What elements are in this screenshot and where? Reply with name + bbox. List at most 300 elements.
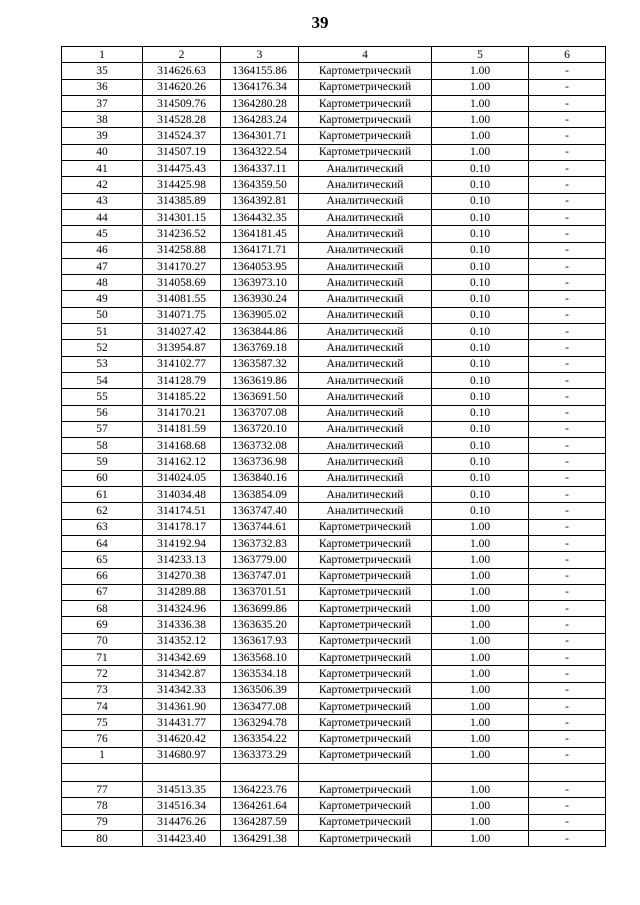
table-row bbox=[62, 814, 606, 830]
method-cell: Аналитический bbox=[299, 438, 432, 454]
coordinate-x-cell: 314324.96 bbox=[143, 601, 221, 617]
table-row bbox=[62, 666, 606, 682]
point-number-cell: 35 bbox=[62, 63, 143, 79]
column-header: 6 bbox=[529, 47, 606, 63]
table-body bbox=[62, 63, 606, 847]
accuracy-cell: 0.10 bbox=[432, 161, 529, 177]
coordinate-y-cell: 1364223.76 bbox=[221, 782, 299, 798]
note-cell: - bbox=[529, 649, 606, 665]
table-row bbox=[62, 830, 606, 846]
accuracy-cell: 0.10 bbox=[432, 177, 529, 193]
accuracy-cell: 1.00 bbox=[432, 633, 529, 649]
table-row bbox=[62, 291, 606, 307]
accuracy-cell: 1.00 bbox=[432, 584, 529, 600]
point-number-cell: 73 bbox=[62, 682, 143, 698]
coordinate-x-cell: 314352.12 bbox=[143, 633, 221, 649]
table-row bbox=[62, 731, 606, 747]
coordinate-x-cell: 314516.34 bbox=[143, 798, 221, 814]
point-number-cell: 52 bbox=[62, 340, 143, 356]
note-cell: - bbox=[529, 63, 606, 79]
point-number-cell: 65 bbox=[62, 552, 143, 568]
method-cell: Картометрический bbox=[299, 666, 432, 682]
method-cell: Аналитический bbox=[299, 470, 432, 486]
accuracy-cell: 0.10 bbox=[432, 209, 529, 225]
table-row bbox=[62, 747, 606, 763]
note-cell: - bbox=[529, 405, 606, 421]
method-cell: Картометрический bbox=[299, 144, 432, 160]
note-cell: - bbox=[529, 307, 606, 323]
coordinate-y-cell: 1363779.00 bbox=[221, 552, 299, 568]
table-row bbox=[62, 715, 606, 731]
table-row bbox=[62, 340, 606, 356]
table-row bbox=[62, 454, 606, 470]
accuracy-cell: 0.10 bbox=[432, 438, 529, 454]
table-row bbox=[62, 519, 606, 535]
table-row bbox=[62, 503, 606, 519]
point-number-cell: 55 bbox=[62, 389, 143, 405]
method-cell: Аналитический bbox=[299, 161, 432, 177]
column-header: 3 bbox=[221, 47, 299, 63]
method-cell: Аналитический bbox=[299, 372, 432, 388]
table-row bbox=[62, 389, 606, 405]
accuracy-cell: 0.10 bbox=[432, 405, 529, 421]
note-cell: - bbox=[529, 421, 606, 437]
table-row bbox=[62, 242, 606, 258]
method-cell: Картометрический bbox=[299, 584, 432, 600]
coordinate-x-cell: 314236.52 bbox=[143, 226, 221, 242]
table-row bbox=[62, 226, 606, 242]
coordinate-x-cell: 314620.26 bbox=[143, 79, 221, 95]
table-row bbox=[62, 470, 606, 486]
point-number-cell: 47 bbox=[62, 258, 143, 274]
note-cell: - bbox=[529, 324, 606, 340]
note-cell: - bbox=[529, 519, 606, 535]
coordinate-y-cell: 1363736.98 bbox=[221, 454, 299, 470]
accuracy-cell: 1.00 bbox=[432, 782, 529, 798]
accuracy-cell: 0.10 bbox=[432, 454, 529, 470]
accuracy-cell: 0.10 bbox=[432, 193, 529, 209]
accuracy-cell: 0.10 bbox=[432, 291, 529, 307]
coordinate-x-cell: 314027.42 bbox=[143, 324, 221, 340]
point-number-cell: 45 bbox=[62, 226, 143, 242]
coordinate-x-cell: 314476.26 bbox=[143, 814, 221, 830]
accuracy-cell: 0.10 bbox=[432, 421, 529, 437]
method-cell: Картометрический bbox=[299, 568, 432, 584]
method-cell: Аналитический bbox=[299, 193, 432, 209]
coordinate-y-cell: 1363747.01 bbox=[221, 568, 299, 584]
coordinate-x-cell: 314423.40 bbox=[143, 830, 221, 846]
table-row bbox=[62, 617, 606, 633]
table-row bbox=[62, 63, 606, 79]
note-cell: - bbox=[529, 438, 606, 454]
coordinate-x-cell: 314342.87 bbox=[143, 666, 221, 682]
point-number-cell: 54 bbox=[62, 372, 143, 388]
note-cell: - bbox=[529, 568, 606, 584]
note-cell: - bbox=[529, 161, 606, 177]
coordinate-y-cell: 1364359.50 bbox=[221, 177, 299, 193]
accuracy-cell: 1.00 bbox=[432, 144, 529, 160]
accuracy-cell: 0.10 bbox=[432, 226, 529, 242]
coordinate-y-cell: 1363905.02 bbox=[221, 307, 299, 323]
coordinate-x-cell: 314071.75 bbox=[143, 307, 221, 323]
coordinate-x-cell: 314058.69 bbox=[143, 275, 221, 291]
table-row bbox=[62, 698, 606, 714]
accuracy-cell: 0.10 bbox=[432, 324, 529, 340]
note-cell: - bbox=[529, 258, 606, 274]
accuracy-cell: 1.00 bbox=[432, 830, 529, 846]
coordinate-y-cell: 1363506.39 bbox=[221, 682, 299, 698]
point-number-cell: 62 bbox=[62, 503, 143, 519]
coordinate-y-cell: 1363617.93 bbox=[221, 633, 299, 649]
coordinate-y-cell: 1364261.64 bbox=[221, 798, 299, 814]
point-number-cell: 71 bbox=[62, 649, 143, 665]
point-number-cell: 36 bbox=[62, 79, 143, 95]
table-row bbox=[62, 421, 606, 437]
coordinate-y-cell: 1363587.32 bbox=[221, 356, 299, 372]
note-cell: - bbox=[529, 144, 606, 160]
coordinate-x-cell: 314620.42 bbox=[143, 731, 221, 747]
accuracy-cell: 1.00 bbox=[432, 79, 529, 95]
coordinate-y-cell: 1363534.18 bbox=[221, 666, 299, 682]
accuracy-cell: 0.10 bbox=[432, 372, 529, 388]
accuracy-cell: 0.10 bbox=[432, 356, 529, 372]
coordinate-x-cell: 314233.13 bbox=[143, 552, 221, 568]
method-cell: Картометрический bbox=[299, 552, 432, 568]
coordinate-x-cell: 314081.55 bbox=[143, 291, 221, 307]
coordinate-x-cell: 314342.33 bbox=[143, 682, 221, 698]
method-cell: Картометрический bbox=[299, 128, 432, 144]
coordinate-x-cell: 314289.88 bbox=[143, 584, 221, 600]
method-cell: Картометрический bbox=[299, 798, 432, 814]
coordinate-x-cell: 314385.89 bbox=[143, 193, 221, 209]
coordinate-x-cell: 314626.63 bbox=[143, 63, 221, 79]
method-cell: Картометрический bbox=[299, 715, 432, 731]
note-cell: - bbox=[529, 487, 606, 503]
coordinate-x-cell: 314192.94 bbox=[143, 535, 221, 551]
note-cell: - bbox=[529, 177, 606, 193]
method-cell: Картометрический bbox=[299, 814, 432, 830]
note-cell: - bbox=[529, 389, 606, 405]
accuracy-cell: 1.00 bbox=[432, 682, 529, 698]
page-number: 39 bbox=[311, 13, 329, 32]
point-number-cell: 68 bbox=[62, 601, 143, 617]
coordinate-y-cell: 1363840.16 bbox=[221, 470, 299, 486]
coordinate-x-cell: 314507.19 bbox=[143, 144, 221, 160]
point-number-cell: 79 bbox=[62, 814, 143, 830]
method-cell: Аналитический bbox=[299, 356, 432, 372]
note-cell: - bbox=[529, 715, 606, 731]
point-number-cell: 1 bbox=[62, 747, 143, 763]
point-number-cell: 50 bbox=[62, 307, 143, 323]
coordinate-y-cell: 1363707.08 bbox=[221, 405, 299, 421]
coordinate-y-cell: 1363354.22 bbox=[221, 731, 299, 747]
table-row bbox=[62, 601, 606, 617]
method-cell: Аналитический bbox=[299, 177, 432, 193]
point-number-cell: 70 bbox=[62, 633, 143, 649]
coordinate-x-cell bbox=[143, 764, 221, 782]
coordinate-x-cell: 314431.77 bbox=[143, 715, 221, 731]
coordinate-y-cell: 1364322.54 bbox=[221, 144, 299, 160]
table-row bbox=[62, 372, 606, 388]
table-row bbox=[62, 552, 606, 568]
method-cell: Картометрический bbox=[299, 682, 432, 698]
accuracy-cell: 0.10 bbox=[432, 340, 529, 356]
accuracy-cell: 1.00 bbox=[432, 798, 529, 814]
coordinate-x-cell: 314168.68 bbox=[143, 438, 221, 454]
accuracy-cell: 1.00 bbox=[432, 747, 529, 763]
coordinate-x-cell: 314528.28 bbox=[143, 112, 221, 128]
method-cell: Картометрический bbox=[299, 79, 432, 95]
coordinate-y-cell: 1363477.08 bbox=[221, 698, 299, 714]
table-row bbox=[62, 209, 606, 225]
note-cell: - bbox=[529, 242, 606, 258]
accuracy-cell: 0.10 bbox=[432, 258, 529, 274]
method-cell: Картометрический bbox=[299, 747, 432, 763]
coordinate-y-cell: 1363568.10 bbox=[221, 649, 299, 665]
table-row bbox=[62, 649, 606, 665]
method-cell: Картометрический bbox=[299, 95, 432, 111]
coordinate-x-cell: 314361.90 bbox=[143, 698, 221, 714]
accuracy-cell: 1.00 bbox=[432, 112, 529, 128]
coordinate-x-cell: 314270.38 bbox=[143, 568, 221, 584]
note-cell: - bbox=[529, 666, 606, 682]
accuracy-cell: 1.00 bbox=[432, 666, 529, 682]
note-cell: - bbox=[529, 79, 606, 95]
note-cell: - bbox=[529, 226, 606, 242]
point-number-cell: 44 bbox=[62, 209, 143, 225]
coordinate-y-cell: 1363635.20 bbox=[221, 617, 299, 633]
method-cell: Картометрический bbox=[299, 633, 432, 649]
point-number-cell: 37 bbox=[62, 95, 143, 111]
coordinate-y-cell: 1364181.45 bbox=[221, 226, 299, 242]
note-cell: - bbox=[529, 209, 606, 225]
method-cell: Аналитический bbox=[299, 340, 432, 356]
note-cell: - bbox=[529, 601, 606, 617]
table-row bbox=[62, 798, 606, 814]
note-cell: - bbox=[529, 798, 606, 814]
table-row bbox=[62, 161, 606, 177]
method-cell: Аналитический bbox=[299, 503, 432, 519]
method-cell bbox=[299, 764, 432, 782]
point-number-cell: 80 bbox=[62, 830, 143, 846]
coordinate-y-cell: 1363701.51 bbox=[221, 584, 299, 600]
coordinate-y-cell: 1363769.18 bbox=[221, 340, 299, 356]
note-cell: - bbox=[529, 291, 606, 307]
coordinate-x-cell: 314024.05 bbox=[143, 470, 221, 486]
table-row bbox=[62, 405, 606, 421]
coordinate-x-cell: 314342.69 bbox=[143, 649, 221, 665]
coordinate-x-cell: 314034.48 bbox=[143, 487, 221, 503]
coordinate-x-cell: 314181.59 bbox=[143, 421, 221, 437]
coordinate-y-cell: 1364432.35 bbox=[221, 209, 299, 225]
coordinate-x-cell: 314102.77 bbox=[143, 356, 221, 372]
coordinate-y-cell: 1363744.61 bbox=[221, 519, 299, 535]
accuracy-cell: 1.00 bbox=[432, 128, 529, 144]
note-cell: - bbox=[529, 535, 606, 551]
accuracy-cell: 0.10 bbox=[432, 242, 529, 258]
point-number-cell: 46 bbox=[62, 242, 143, 258]
coordinate-y-cell: 1363854.09 bbox=[221, 487, 299, 503]
coordinate-x-cell: 314475.43 bbox=[143, 161, 221, 177]
coordinate-y-cell: 1363844.86 bbox=[221, 324, 299, 340]
table-row bbox=[62, 782, 606, 798]
table-row bbox=[62, 568, 606, 584]
table-row bbox=[62, 275, 606, 291]
point-number-cell: 53 bbox=[62, 356, 143, 372]
coordinate-y-cell: 1363294.78 bbox=[221, 715, 299, 731]
table-row bbox=[62, 128, 606, 144]
note-cell: - bbox=[529, 454, 606, 470]
note-cell: - bbox=[529, 275, 606, 291]
coordinate-x-cell: 314170.27 bbox=[143, 258, 221, 274]
accuracy-cell: 1.00 bbox=[432, 552, 529, 568]
coordinate-y-cell: 1364392.81 bbox=[221, 193, 299, 209]
accuracy-cell: 0.10 bbox=[432, 503, 529, 519]
coordinate-y-cell: 1364176.34 bbox=[221, 79, 299, 95]
point-number-cell bbox=[62, 764, 143, 782]
accuracy-cell: 1.00 bbox=[432, 601, 529, 617]
point-number-cell: 67 bbox=[62, 584, 143, 600]
note-cell: - bbox=[529, 95, 606, 111]
method-cell: Аналитический bbox=[299, 209, 432, 225]
column-header: 1 bbox=[62, 47, 143, 63]
accuracy-cell: 0.10 bbox=[432, 470, 529, 486]
accuracy-cell: 1.00 bbox=[432, 731, 529, 747]
table-header-row bbox=[62, 47, 606, 63]
note-cell: - bbox=[529, 128, 606, 144]
table-row bbox=[62, 177, 606, 193]
coordinate-x-cell: 314425.98 bbox=[143, 177, 221, 193]
table-row bbox=[62, 324, 606, 340]
point-number-cell: 60 bbox=[62, 470, 143, 486]
method-cell: Картометрический bbox=[299, 649, 432, 665]
note-cell: - bbox=[529, 731, 606, 747]
coordinate-y-cell: 1363373.29 bbox=[221, 747, 299, 763]
point-number-cell: 75 bbox=[62, 715, 143, 731]
table-row bbox=[62, 356, 606, 372]
method-cell: Аналитический bbox=[299, 324, 432, 340]
method-cell: Аналитический bbox=[299, 275, 432, 291]
point-number-cell: 43 bbox=[62, 193, 143, 209]
point-number-cell: 69 bbox=[62, 617, 143, 633]
accuracy-cell: 0.10 bbox=[432, 487, 529, 503]
accuracy-cell: 1.00 bbox=[432, 519, 529, 535]
coordinates-table bbox=[61, 46, 606, 847]
method-cell: Аналитический bbox=[299, 258, 432, 274]
method-cell: Аналитический bbox=[299, 421, 432, 437]
table-row bbox=[62, 535, 606, 551]
table-row bbox=[62, 307, 606, 323]
method-cell: Аналитический bbox=[299, 454, 432, 470]
accuracy-cell: 1.00 bbox=[432, 568, 529, 584]
point-number-cell: 64 bbox=[62, 535, 143, 551]
method-cell: Картометрический bbox=[299, 782, 432, 798]
method-cell: Аналитический bbox=[299, 487, 432, 503]
method-cell: Картометрический bbox=[299, 112, 432, 128]
coordinate-y-cell: 1363732.08 bbox=[221, 438, 299, 454]
coordinate-y-cell: 1363973.10 bbox=[221, 275, 299, 291]
table-row bbox=[62, 193, 606, 209]
coordinate-x-cell: 313954.87 bbox=[143, 340, 221, 356]
point-number-cell: 56 bbox=[62, 405, 143, 421]
note-cell bbox=[529, 764, 606, 782]
coordinate-x-cell: 314178.17 bbox=[143, 519, 221, 535]
note-cell: - bbox=[529, 112, 606, 128]
accuracy-cell: 0.10 bbox=[432, 275, 529, 291]
coordinate-y-cell: 1364287.59 bbox=[221, 814, 299, 830]
accuracy-cell bbox=[432, 764, 529, 782]
method-cell: Картометрический bbox=[299, 601, 432, 617]
coordinate-y-cell: 1363619.86 bbox=[221, 372, 299, 388]
method-cell: Аналитический bbox=[299, 307, 432, 323]
coordinate-y-cell: 1364053.95 bbox=[221, 258, 299, 274]
coordinate-x-cell: 314128.79 bbox=[143, 372, 221, 388]
note-cell: - bbox=[529, 356, 606, 372]
coordinate-y-cell: 1364280.28 bbox=[221, 95, 299, 111]
coordinate-y-cell: 1363720.10 bbox=[221, 421, 299, 437]
coordinate-y-cell: 1364291.38 bbox=[221, 830, 299, 846]
point-number-cell: 59 bbox=[62, 454, 143, 470]
coordinate-y-cell: 1363699.86 bbox=[221, 601, 299, 617]
coordinate-x-cell: 314336.38 bbox=[143, 617, 221, 633]
point-number-cell: 39 bbox=[62, 128, 143, 144]
point-number-cell: 74 bbox=[62, 698, 143, 714]
point-number-cell: 72 bbox=[62, 666, 143, 682]
coordinate-y-cell: 1364155.86 bbox=[221, 63, 299, 79]
note-cell: - bbox=[529, 584, 606, 600]
method-cell: Картометрический bbox=[299, 698, 432, 714]
point-number-cell: 51 bbox=[62, 324, 143, 340]
method-cell: Картометрический bbox=[299, 731, 432, 747]
note-cell: - bbox=[529, 682, 606, 698]
note-cell: - bbox=[529, 747, 606, 763]
note-cell: - bbox=[529, 552, 606, 568]
note-cell: - bbox=[529, 503, 606, 519]
coordinate-y-cell: 1364283.24 bbox=[221, 112, 299, 128]
accuracy-cell: 1.00 bbox=[432, 649, 529, 665]
table-row bbox=[62, 633, 606, 649]
column-header: 2 bbox=[143, 47, 221, 63]
accuracy-cell: 1.00 bbox=[432, 814, 529, 830]
note-cell: - bbox=[529, 193, 606, 209]
method-cell: Аналитический bbox=[299, 389, 432, 405]
coordinate-y-cell bbox=[221, 764, 299, 782]
coordinate-y-cell: 1363691.50 bbox=[221, 389, 299, 405]
point-number-cell: 49 bbox=[62, 291, 143, 307]
point-number-cell: 58 bbox=[62, 438, 143, 454]
point-number-cell: 78 bbox=[62, 798, 143, 814]
note-cell: - bbox=[529, 617, 606, 633]
coordinate-x-cell: 314301.15 bbox=[143, 209, 221, 225]
point-number-cell: 40 bbox=[62, 144, 143, 160]
point-number-cell: 41 bbox=[62, 161, 143, 177]
method-cell: Аналитический bbox=[299, 242, 432, 258]
coordinate-x-cell: 314513.35 bbox=[143, 782, 221, 798]
note-cell: - bbox=[529, 698, 606, 714]
coordinate-y-cell: 1363732.83 bbox=[221, 535, 299, 551]
point-number-cell: 57 bbox=[62, 421, 143, 437]
table-row bbox=[62, 584, 606, 600]
note-cell: - bbox=[529, 470, 606, 486]
method-cell: Картометрический bbox=[299, 519, 432, 535]
method-cell: Аналитический bbox=[299, 405, 432, 421]
table-row bbox=[62, 258, 606, 274]
method-cell: Картометрический bbox=[299, 535, 432, 551]
coordinate-y-cell: 1363930.24 bbox=[221, 291, 299, 307]
coordinate-y-cell: 1363747.40 bbox=[221, 503, 299, 519]
table-row bbox=[62, 112, 606, 128]
coordinate-x-cell: 314162.12 bbox=[143, 454, 221, 470]
